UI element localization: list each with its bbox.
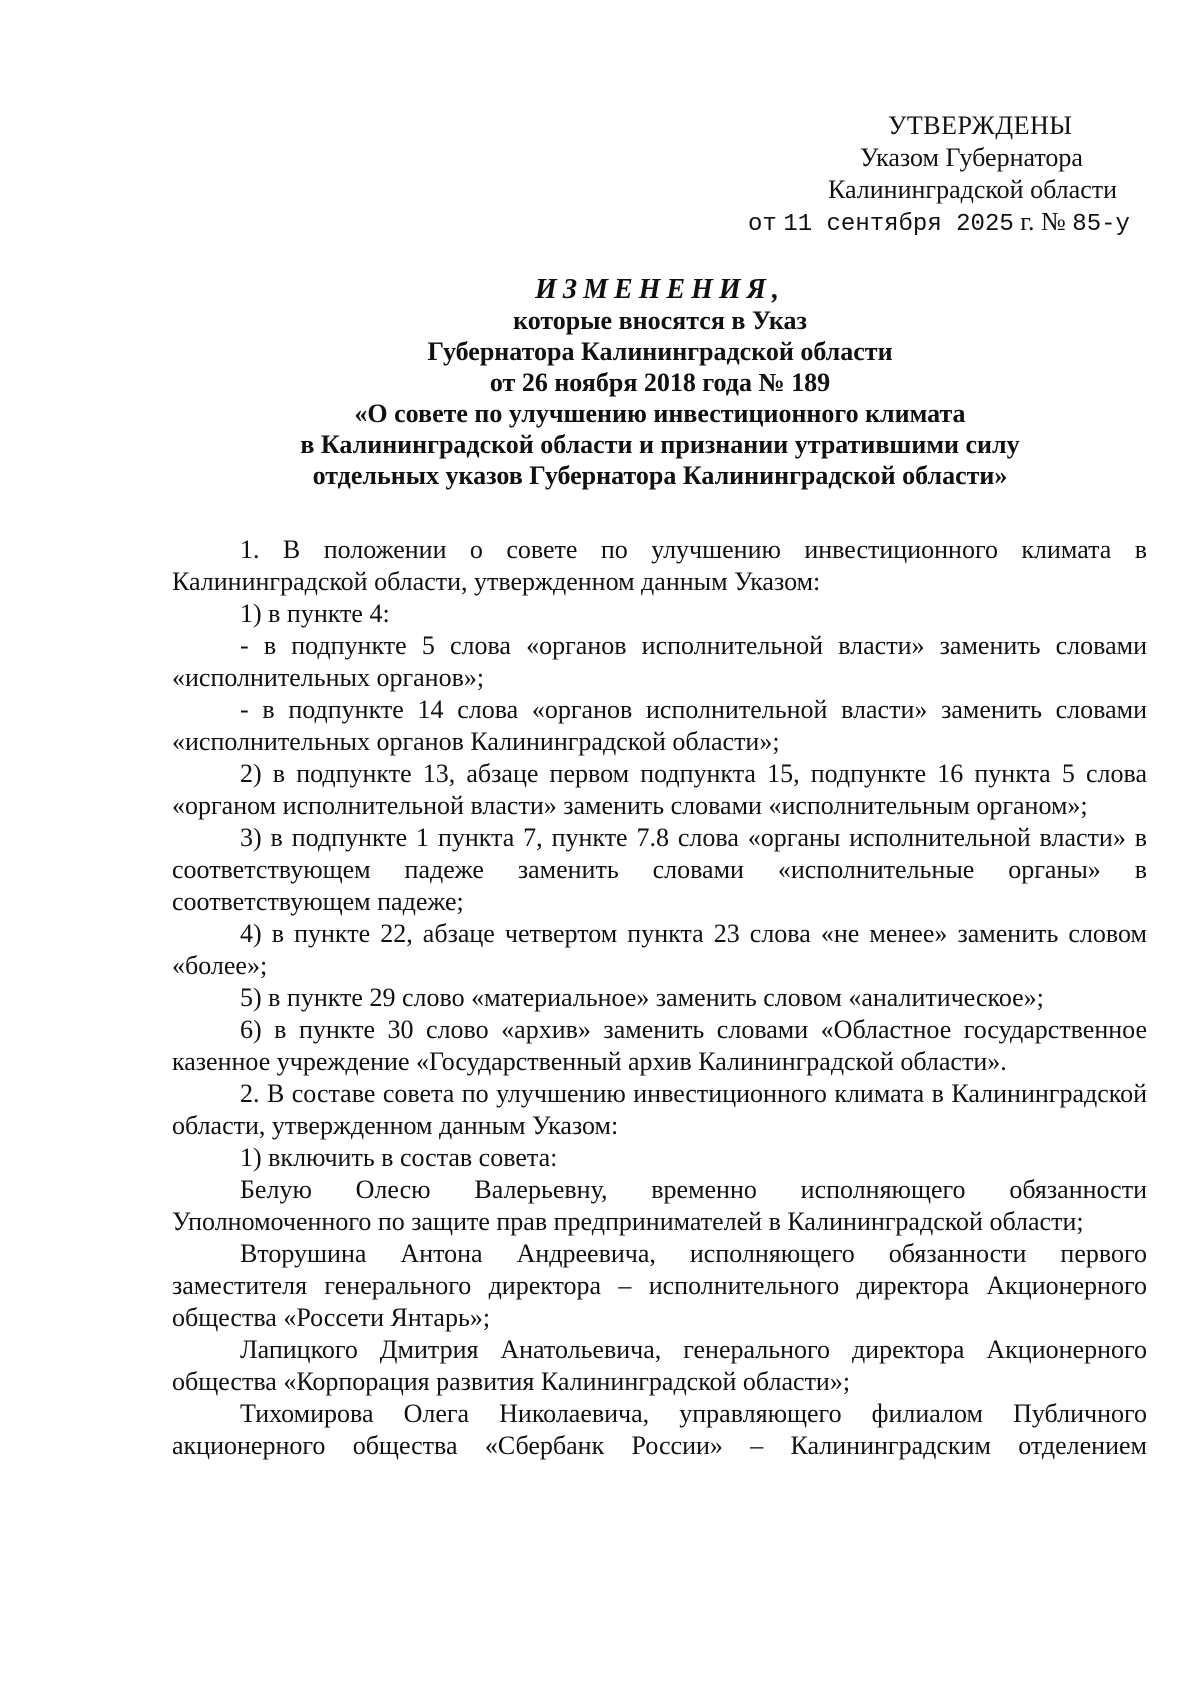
body-paragraph: - в подпункте 5 слова «органов исполнительной власти» заменить словами «исполнительных органов»; <box>172 631 1147 692</box>
approval-region: Калининградской области <box>828 175 1118 204</box>
body-paragraph: 1) включить в состав совета: <box>240 1143 558 1172</box>
body-paragraph: 6) в пункте 30 слово «архив» заменить словами «Областное государственное казенное учреждение «Государственный архив Калининградской области». <box>172 1015 1147 1076</box>
body-paragraph: 2. В составе совета по улучшению инвестиционного климата в Калининградской области, утвержденном данным Указом: <box>172 1079 1147 1140</box>
approval-stamp <box>748 110 1180 241</box>
approval-date-line <box>748 206 1180 241</box>
heading-line: отдельных указов Губернатора Калининградской области» <box>312 461 1008 490</box>
approval-by-decree: Указом Губернатора <box>860 143 1083 172</box>
approval-number: 85-у <box>1072 211 1130 238</box>
document-body <box>172 534 1147 1462</box>
body-paragraph: Вторушина Антона Андреевича, исполняющего обязанности первого заместителя генерального директора – исполнительного директора Акционерного общества «Россети Янтарь»; <box>172 1239 1147 1332</box>
approval-date-value: 11 сентября 2025 <box>783 211 1014 238</box>
document-heading <box>200 274 1120 491</box>
heading-line: Губернатора Калининградской области <box>427 337 893 366</box>
body-paragraph: 2) в подпункте 13, абзаце первом подпункта 15, подпункте 16 пункта 5 слова «органом исполнительной власти» заменить словами «исполнительным органом»; <box>172 759 1147 820</box>
body-paragraph: 5) в пункте 29 слово «материальное» заменить словом «аналитическое»; <box>240 983 1044 1012</box>
approval-date-prefix: от <box>748 211 777 238</box>
body-paragraph: 3) в подпункте 1 пункта 7, пункте 7.8 слова «органы исполнительной власти» в соответствующем падеже заменить словами «исполнительные органы» в соответствующем падеже; <box>172 823 1147 916</box>
approval-date-suffix: г. № <box>1020 207 1066 236</box>
body-paragraph: - в подпункте 14 слова «органов исполнительной власти» заменить словами «исполнительных органов Калининградской области»; <box>172 695 1147 756</box>
heading-line: от 26 ноября 2018 года № 189 <box>489 368 831 397</box>
body-paragraph: Лапицкого Дмитрия Анатольевича, генерального директора Акционерного общества «Корпорация развития Калининградской области»; <box>172 1335 1147 1396</box>
heading-line: «О совете по улучшению инвестиционного климата <box>354 399 966 428</box>
body-paragraph: Тихомирова Олега Николаевича, управляющего филиалом Публичного акционерного общества «Сбербанк России» – Калининградским отделением <box>172 1399 1147 1460</box>
heading-line: в Калининградской области и признании утратившими силу <box>300 430 1020 459</box>
body-paragraph: Белую Олесю Валерьевну, временно исполняющего обязанности Уполномоченного по защите прав предпринимателей в Калининградской области; <box>172 1175 1147 1236</box>
approval-title: УТВЕРЖДЕНЫ <box>888 111 1073 140</box>
body-paragraph: 1. В положении о совете по улучшению инвестиционного климата в Калининградской области, утвержденном данным Указом: <box>172 535 1147 596</box>
heading-line: которые вносятся в Указ <box>513 306 807 335</box>
body-paragraph: 4) в пункте 22, абзаце четвертом пункта 23 слова «не менее» заменить словом «более»; <box>172 919 1147 980</box>
body-paragraph: 1) в пункте 4: <box>240 599 390 628</box>
heading-title: ИЗМЕНЕНИЯ, <box>535 274 785 305</box>
